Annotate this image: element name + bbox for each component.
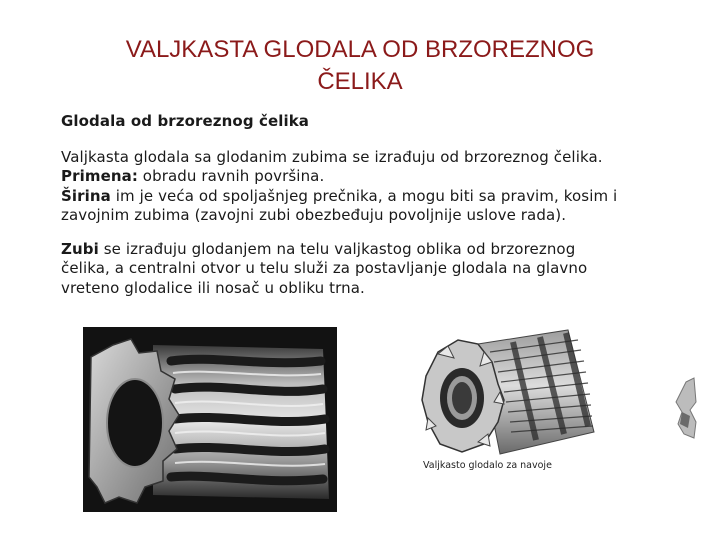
scan-line xyxy=(61,240,686,260)
zubi-text: se izrađuju glodanjem na telu valjkastog oblika od brzoreznog xyxy=(98,239,576,258)
sirina-text: im je veća od spoljašnjeg prečnika, a mogu biti sa pravim, kosim i xyxy=(110,186,618,205)
scan-paragraph-1 xyxy=(61,148,686,226)
slide-title xyxy=(40,34,680,98)
scan-line: zavojnim zubima (zavojni zubi obezbeđuju povoljnije uslove rada). xyxy=(61,206,567,224)
slide-title-line-1: VALJKASTA GLODALA OD BRZOREZNOG xyxy=(125,36,595,63)
scan-line: čelika, a centralni otvor u telu služi za postavljanje glodala na glavno xyxy=(61,259,588,277)
primena-label: Primena: xyxy=(61,167,138,185)
primena-text: obradu ravnih površina. xyxy=(137,167,325,185)
scan-heading: Glodala od brzoreznog čelika xyxy=(61,112,310,130)
scan-line xyxy=(61,167,686,187)
thread-cutter-picture xyxy=(418,322,608,462)
sirina-label: Širina xyxy=(61,186,111,205)
slide-title-line-2: ČELIKA xyxy=(317,68,403,95)
thread-cutter-caption: Valjkasto glodalo za navoje xyxy=(423,460,552,471)
scan-line: vreteno glodalice ili nosač u obliku trna. xyxy=(61,278,365,297)
scanned-text-block xyxy=(61,112,686,312)
scan-paragraph-2 xyxy=(61,240,686,299)
scan-line: Valjkasta glodala sa glodanim zubima se izrađuju od brzoreznog čelika. xyxy=(61,147,603,166)
scan-line xyxy=(61,187,686,207)
milling-cutter-photo xyxy=(83,327,337,512)
zubi-label: Zubi xyxy=(61,239,99,258)
cropped-image-fragment xyxy=(668,372,698,462)
